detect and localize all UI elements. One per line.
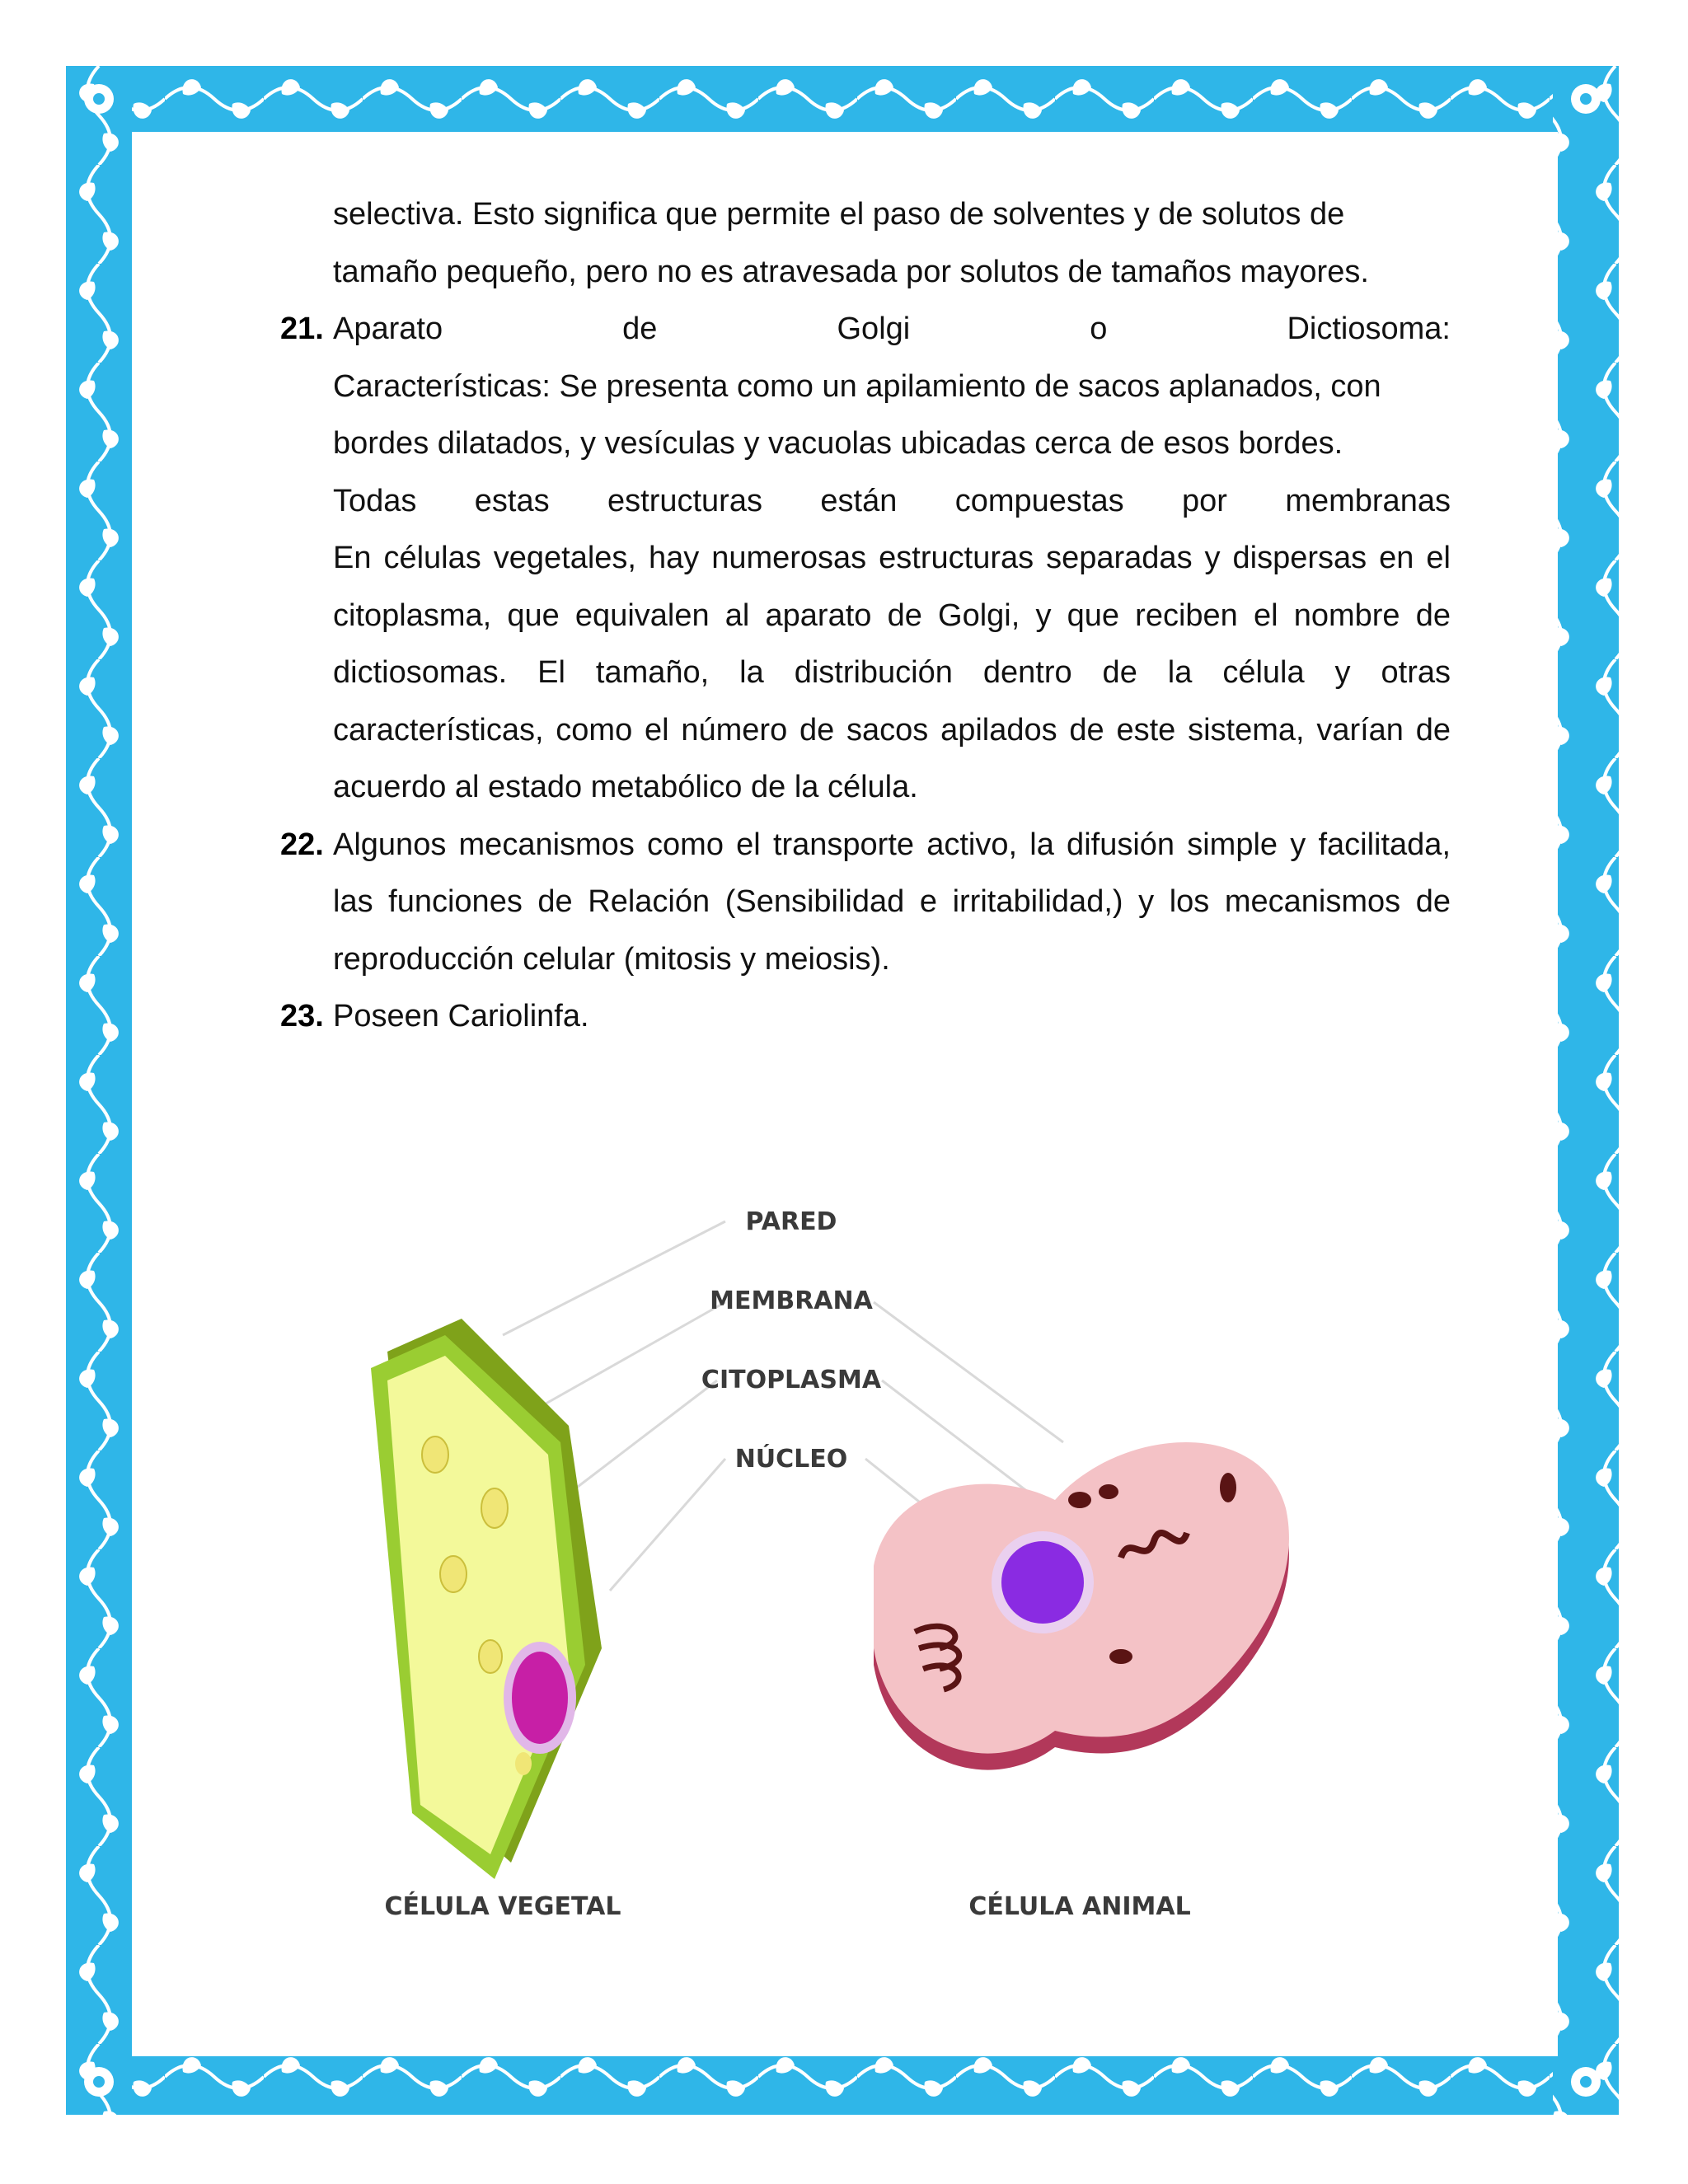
text-line: [333, 473, 1451, 531]
text-word: están: [820, 483, 898, 518]
list-number: 23.: [280, 999, 324, 1033]
heading-line: [333, 301, 1451, 359]
list-item-22: [280, 817, 1451, 989]
label-membrana: MEMBRANA: [710, 1286, 873, 1315]
text-word: estructuras: [607, 483, 762, 518]
document-text: [280, 186, 1451, 1046]
text-word: compuestas: [954, 483, 1124, 518]
cell-diagram: [313, 1170, 1385, 1945]
caption-celula-animal: CÉLULA ANIMAL: [968, 1892, 1191, 1921]
heading-word: Dictiosoma:: [1287, 312, 1451, 346]
plant-cell: [371, 1319, 602, 1879]
paragraph-text: Poseen Cariolinfa.: [333, 999, 589, 1033]
heading-word: o: [1090, 312, 1108, 346]
text-word: por: [1182, 483, 1227, 518]
text-line: tamaño pequeño, pero no es atravesada por solutos de tamaños mayores.: [333, 254, 1369, 289]
heading-word: Aparato: [333, 312, 443, 346]
label-pared: PARED: [745, 1207, 837, 1236]
text-line: bordes dilatados, y vesículas y vacuolas ubicadas cerca de esos bordes.: [333, 426, 1343, 461]
heading-word: de: [622, 312, 658, 346]
label-citoplasma: CITOPLASMA: [701, 1366, 882, 1394]
paragraph-text: En células vegetales, hay numerosas estructuras separadas y dispersas en el citoplasma, que equivalen al aparato de Golgi, y que reciben el nombre de dictiosomas. El tamaño, la distribución dentro de la célula y otras características, como el número de sacos apilados de este sistema, varían de acuerdo al estado metabólico de la célula.: [333, 541, 1451, 804]
animal-cell: [874, 1442, 1289, 1770]
text-line: selectiva. Esto significa que permite el paso de solventes y de solutos de: [333, 197, 1345, 232]
list-number: 21.: [280, 312, 324, 346]
caption-celula-vegetal: CÉLULA VEGETAL: [384, 1892, 621, 1921]
paragraph-20-continuation: [280, 186, 1451, 301]
text-line: Características: Se presenta como un apilamiento de sacos aplanados, con: [333, 368, 1381, 404]
label-nucleo: NÚCLEO: [734, 1445, 848, 1474]
text-word: membranas: [1285, 483, 1451, 518]
text-word: Todas: [333, 483, 417, 518]
list-number: 22.: [280, 827, 324, 862]
list-item-21: [280, 301, 1451, 817]
heading-word: Golgi: [837, 312, 911, 346]
paragraph-text: Algunos mecanismos como el transporte activo, la difusión simple y facilitada, las funciones de Relación (Sensibilidad e irritabilidad,) y los mecanismos de reproducción celular (mitosis y meiosis).: [333, 827, 1451, 977]
list-item-23: [280, 988, 1451, 1046]
text-word: estas: [474, 483, 550, 518]
